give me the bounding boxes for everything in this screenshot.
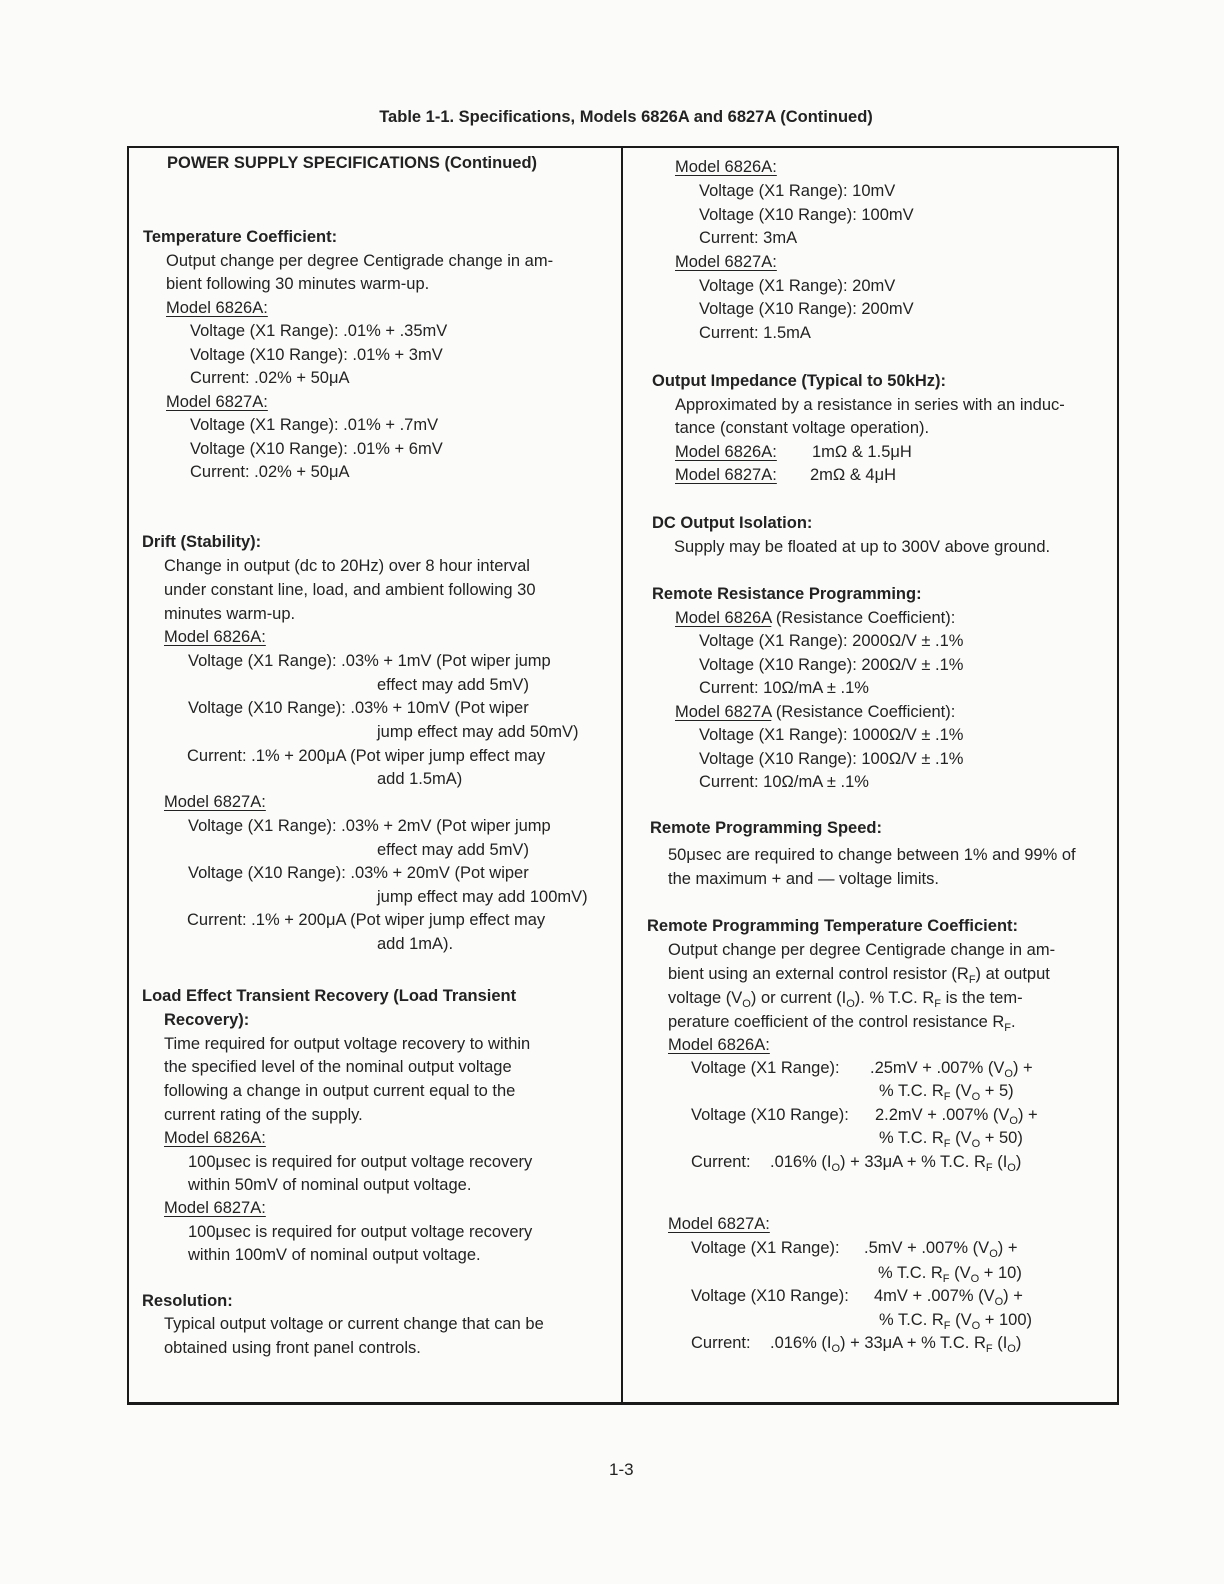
spec-label: Voltage (X10 Range):: [691, 1287, 849, 1305]
model-label: Model 6827A:: [675, 253, 777, 271]
spec-line: add 1mA).: [377, 935, 454, 953]
text: + 100): [980, 1311, 1033, 1329]
model-suffix: (Resistance Coefficient):: [771, 609, 956, 627]
text: ) + 33μA + % T.C. R: [840, 1153, 986, 1171]
text: ) +: [1012, 1059, 1033, 1077]
page-number: 1-3: [609, 1460, 634, 1479]
text: (V: [950, 1129, 972, 1147]
spec-line: Voltage (X1 Range): 20mV: [699, 277, 896, 295]
drift-desc: Change in output (dc to 20Hz) over 8 hour interval: [164, 557, 530, 575]
subscript: O: [971, 1091, 981, 1103]
spec-line: 100μsec is required for output voltage recovery: [188, 1223, 533, 1241]
model-label: Model 6827A:: [675, 466, 777, 484]
rptc-desc: [668, 1012, 1016, 1032]
spec-line: add 1.5mA): [377, 770, 463, 788]
spec-line: Voltage (X10 Range): 200Ω/V ± .1%: [699, 656, 964, 674]
text: .016% (I: [770, 1153, 832, 1171]
text: % T.C. R: [879, 1129, 944, 1147]
subscript: O: [994, 1296, 1004, 1308]
spec-line: Current: .02% + 50μA: [190, 463, 350, 481]
subscript: F: [968, 974, 976, 986]
text: 2.2mV + .007% (V: [875, 1106, 1010, 1124]
subscript: O: [846, 998, 855, 1010]
column-divider: [621, 146, 623, 1402]
spec-line: 2mΩ & 4μH: [810, 466, 897, 484]
load-desc: current rating of the supply.: [164, 1106, 363, 1124]
spec-line: Current: .02% + 50μA: [190, 369, 350, 387]
spec-line: [864, 1238, 1017, 1258]
subscript: O: [971, 1138, 981, 1150]
isolation-desc: Supply may be floated at up to 300V above ground.: [674, 538, 1051, 556]
model-label: Model 6826A:: [164, 628, 266, 646]
spec-line: effect may add 5mV): [377, 676, 529, 694]
spec-line: within 100mV of nominal output voltage.: [188, 1246, 481, 1264]
resolution-title: Resolution:: [142, 1292, 233, 1310]
drift-desc: minutes warm-up.: [164, 605, 296, 623]
subscript: F: [934, 998, 941, 1010]
rrp-model-line: [675, 702, 955, 722]
spec-line: Voltage (X10 Range): 100mV: [699, 206, 914, 224]
spec-line: Current: 3mA: [699, 229, 798, 247]
spec-line: Voltage (X10 Range): .03% + 10mV (Pot wiper: [188, 699, 529, 717]
speed-desc: 50μsec are required to change between 1% and 99% of: [668, 846, 1076, 864]
spec-line: Current: .1% + 200μA (Pot wiper jump effect may: [187, 747, 546, 765]
text: .5mV + .007% (V: [864, 1239, 990, 1257]
spec-line: Voltage (X10 Range): .03% + 20mV (Pot wiper: [188, 864, 529, 882]
impedance-title: Output Impedance (Typical to 50kHz):: [652, 372, 946, 390]
text: (V: [949, 1264, 971, 1282]
spec-line: Current: .1% + 200μA (Pot wiper jump effect may: [187, 911, 546, 929]
subscript: F: [942, 1273, 950, 1285]
spec-line: [878, 1263, 1022, 1283]
spec-line: Voltage (X1 Range): .03% + 2mV (Pot wiper jump: [188, 817, 551, 835]
subscript: F: [943, 1320, 951, 1332]
rptc-desc: Output change per degree Centigrade change in am-: [668, 941, 1056, 959]
load-desc: following a change in output current equal to the: [164, 1082, 516, 1100]
spec-line: Voltage (X1 Range): .03% + 1mV (Pot wiper jump: [188, 652, 551, 670]
text: ) +: [1017, 1106, 1038, 1124]
text: ): [1015, 1334, 1022, 1352]
text: + 5): [980, 1082, 1014, 1100]
subscript: O: [1007, 1343, 1016, 1355]
text: + 10): [979, 1264, 1022, 1282]
spec-line: 100μsec is required for output voltage recovery: [188, 1153, 533, 1171]
spec-line: Voltage (X1 Range): 1000Ω/V ± .1%: [699, 726, 964, 744]
rptc-desc: [668, 988, 1023, 1008]
isolation-title: DC Output Isolation:: [652, 514, 813, 532]
subscript: O: [971, 1320, 981, 1332]
model-label: Model 6826A:: [675, 158, 777, 176]
text: ). % T.C. R: [854, 989, 935, 1007]
spec-line: [879, 1128, 1023, 1148]
text: (V: [950, 1082, 972, 1100]
model-label: Model 6827A:: [166, 393, 268, 411]
load-desc: Time required for output voltage recovery to within: [164, 1035, 531, 1053]
text: .016% (I: [770, 1334, 832, 1352]
spec-line: Voltage (X1 Range): 10mV: [699, 182, 896, 200]
speed-title: Remote Programming Speed:: [650, 819, 882, 837]
text: perature coefficient of the control resistance R: [668, 1013, 1005, 1031]
spec-line: within 50mV of nominal output voltage.: [188, 1176, 472, 1194]
text: (I: [992, 1334, 1008, 1352]
text: ) or current (I: [750, 989, 847, 1007]
spec-line: Current: 10Ω/mA ± .1%: [699, 773, 869, 791]
text: 4mV + .007% (V: [874, 1287, 995, 1305]
spec-line: effect may add 5mV): [377, 841, 529, 859]
subscript: O: [831, 1162, 841, 1174]
subscript: O: [1009, 1115, 1018, 1127]
spec-line: [879, 1081, 1014, 1101]
subscript: F: [943, 1091, 951, 1103]
text: (V: [950, 1311, 972, 1329]
spec-line: Voltage (X1 Range): .01% + .35mV: [190, 322, 448, 340]
spec-line: Voltage (X10 Range): .01% + 3mV: [190, 346, 443, 364]
temp-coef-desc: bient following 30 minutes warm-up.: [166, 275, 430, 293]
text: ) +: [1003, 1287, 1023, 1305]
load-desc: the specified level of the nominal output voltage: [164, 1058, 512, 1076]
spec-line: jump effect may add 50mV): [377, 723, 579, 741]
text: % T.C. R: [878, 1264, 943, 1282]
spec-line: Voltage (X10 Range): .01% + 6mV: [190, 440, 443, 458]
spec-label: Current:: [691, 1334, 751, 1352]
spec-line: [875, 1105, 1038, 1125]
model-label: Model 6826A:: [668, 1036, 770, 1054]
subscript: F: [943, 1138, 951, 1150]
resolution-desc: Typical output voltage or current change that can be: [164, 1315, 544, 1333]
subscript: O: [1004, 1068, 1013, 1080]
spec-line: Voltage (X1 Range): 2000Ω/V ± .1%: [699, 632, 964, 650]
text: % T.C. R: [879, 1082, 944, 1100]
spec-line: [879, 1310, 1032, 1330]
text: .25mV + .007% (V: [870, 1059, 1005, 1077]
temp-coef-title: Temperature Coefficient:: [143, 228, 338, 246]
subscript: O: [970, 1273, 980, 1285]
text: % T.C. R: [879, 1311, 944, 1329]
subscript: O: [831, 1343, 841, 1355]
load-title: Load Effect Transient Recovery (Load Transient: [142, 987, 517, 1005]
subscript: O: [989, 1248, 998, 1260]
model-label: Model 6827A:: [164, 1199, 266, 1217]
text: .: [1011, 1013, 1016, 1031]
rrp-title: Remote Resistance Programming:: [652, 585, 922, 603]
spec-label: Voltage (X10 Range):: [691, 1106, 849, 1124]
subscript: F: [985, 1162, 993, 1174]
text: ) at output: [975, 965, 1050, 983]
model-label: Model 6826A:: [164, 1129, 266, 1147]
spec-line: [770, 1333, 1021, 1353]
spec-line: Voltage (X10 Range): 200mV: [699, 300, 914, 318]
text: voltage (V: [668, 989, 743, 1007]
resolution-desc: obtained using front panel controls.: [164, 1339, 421, 1357]
spec-line: Voltage (X1 Range): .01% + .7mV: [190, 416, 439, 434]
section-heading: POWER SUPPLY SPECIFICATIONS (Continued): [167, 154, 538, 172]
text: is the tem-: [940, 989, 1023, 1007]
model-label: Model 6826A:: [675, 443, 777, 461]
impedance-desc: Approximated by a resistance in series with an induc-: [675, 396, 1065, 414]
rptc-title: Remote Programming Temperature Coefficient:: [647, 917, 1019, 935]
subscript: F: [985, 1343, 993, 1355]
spec-line: Current: 1.5mA: [699, 324, 811, 342]
subscript: O: [1007, 1162, 1016, 1174]
text: ) + 33μA + % T.C. R: [840, 1334, 986, 1352]
spec-line: [874, 1286, 1023, 1306]
spec-line: [870, 1058, 1033, 1078]
speed-desc: the maximum + and — voltage limits.: [668, 870, 939, 888]
model-label: Model 6827A: [675, 703, 772, 721]
drift-title: Drift (Stability):: [142, 533, 262, 551]
subscript: O: [742, 998, 751, 1010]
spec-line: jump effect may add 100mV): [377, 888, 588, 906]
temp-coef-desc: Output change per degree Centigrade change in am-: [166, 252, 554, 270]
table-caption: Table 1-1. Specifications, Models 6826A and 6827A (Continued): [379, 108, 873, 126]
spec-line: 1mΩ & 1.5μH: [812, 443, 912, 461]
rptc-desc: [668, 964, 1050, 984]
spec-label: Voltage (X1 Range):: [691, 1059, 840, 1077]
spec-line: [770, 1152, 1021, 1172]
drift-desc: under constant line, load, and ambient following 30: [164, 581, 536, 599]
model-label: Model 6827A:: [164, 793, 266, 811]
text: (I: [992, 1153, 1008, 1171]
text: ): [1015, 1153, 1022, 1171]
text: ) +: [997, 1239, 1018, 1257]
impedance-desc: tance (constant voltage operation).: [675, 419, 930, 437]
model-suffix: (Resistance Coefficient):: [771, 703, 956, 721]
model-label: Model 6826A:: [166, 299, 268, 317]
load-title: Recovery):: [164, 1011, 250, 1029]
spec-label: Current:: [691, 1153, 751, 1171]
text: bient using an external control resistor (R: [668, 965, 969, 983]
rrp-model-line: [675, 608, 955, 628]
text: + 50): [980, 1129, 1023, 1147]
model-label: Model 6827A:: [668, 1215, 770, 1233]
subscript: F: [1004, 1022, 1012, 1034]
spec-line: Voltage (X10 Range): 100Ω/V ± .1%: [699, 750, 964, 768]
model-label: Model 6826A: [675, 609, 772, 627]
spec-line: Current: 10Ω/mA ± .1%: [699, 679, 869, 697]
spec-label: Voltage (X1 Range):: [691, 1239, 840, 1257]
